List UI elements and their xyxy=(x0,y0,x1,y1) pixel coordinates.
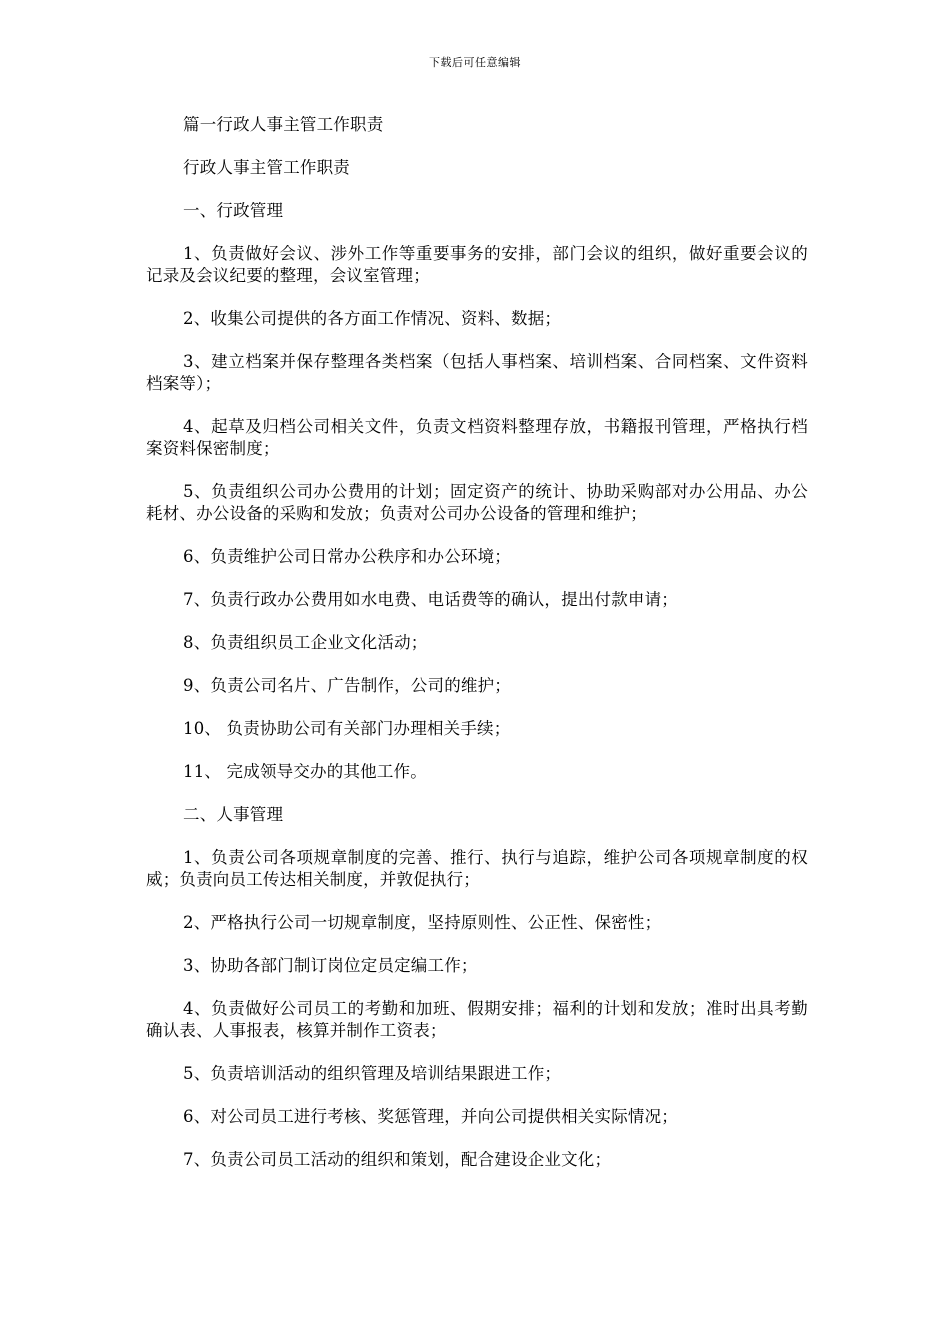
admin-item-9: 9、负责公司名片、广告制作，公司的维护； xyxy=(183,676,511,695)
page-header: 下载后可任意编辑 xyxy=(429,56,521,69)
section-heading-hr: 二、人事管理 xyxy=(183,805,284,824)
document-title: 篇一行政人事主管工作职责 xyxy=(183,115,384,134)
admin-item-8: 8、负责组织员工企业文化活动； xyxy=(183,633,428,652)
hr-item-1: 1、负责公司各项规章制度的完善、推行、执行与追踪，维护公司各项规章制度的权威；负责向员工传达相关制度，并敦促执行； xyxy=(146,848,808,889)
document-body xyxy=(146,114,808,1192)
admin-item-3: 3、建立档案并保存整理各类档案（包括人事档案、培训档案、合同档案、文件资料档案等）； xyxy=(146,352,808,393)
hr-item-3: 3、协助各部门制订岗位定员定编工作； xyxy=(183,956,478,975)
admin-item-2: 2、收集公司提供的各方面工作情况、资料、数据； xyxy=(183,309,562,328)
admin-item-4: 4、起草及归档公司相关文件，负责文档资料整理存放，书籍报刊管理，严格执行档案资料保密制度； xyxy=(146,417,808,458)
hr-item-4: 4、负责做好公司员工的考勤和加班、假期安排；福利的计划和发放；准时出具考勤确认表、人事报表，核算并制作工资表； xyxy=(146,999,808,1040)
hr-item-7: 7、负责公司员工活动的组织和策划，配合建设企业文化； xyxy=(183,1150,612,1169)
hr-item-5: 5、负责培训活动的组织管理及培训结果跟进工作； xyxy=(183,1064,562,1083)
admin-item-10: 10、 负责协助公司有关部门办理相关手续； xyxy=(183,719,511,738)
section-heading-admin: 一、行政管理 xyxy=(183,201,284,220)
hr-item-2: 2、严格执行公司一切规章制度，坚持原则性、公正性、保密性； xyxy=(183,913,662,932)
admin-item-11: 11、 完成领导交办的其他工作。 xyxy=(183,762,427,781)
admin-item-5: 5、负责组织公司办公费用的计划；固定资产的统计、协助采购部对办公用品、办公耗材、办公设备的采购和发放；负责对公司办公设备的管理和维护； xyxy=(146,482,808,523)
admin-item-6: 6、负责维护公司日常办公秩序和办公环境； xyxy=(183,547,511,566)
document-subtitle: 行政人事主管工作职责 xyxy=(183,158,350,177)
hr-item-6: 6、对公司员工进行考核、奖惩管理，并向公司提供相关实际情况； xyxy=(183,1107,678,1126)
admin-item-7: 7、负责行政办公费用如水电费、电话费等的确认，提出付款申请； xyxy=(183,590,678,609)
admin-item-1: 1、负责做好会议、涉外工作等重要事务的安排，部门会议的组织，做好重要会议的记录及会议纪要的整理，会议室管理； xyxy=(146,244,808,285)
